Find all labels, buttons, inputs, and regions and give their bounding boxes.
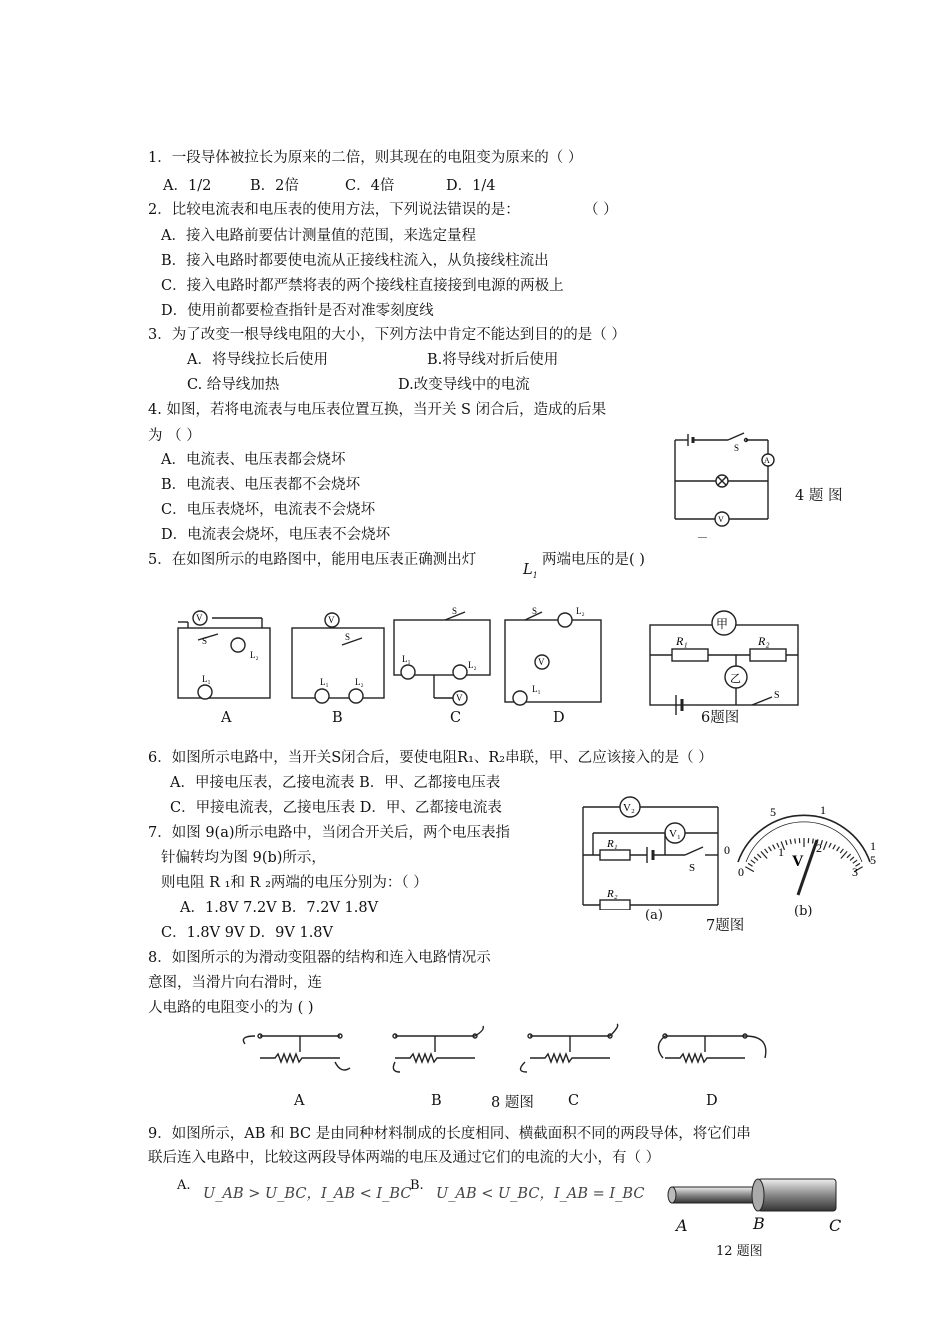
- dial-tick: [769, 847, 772, 851]
- svg-text:L₂: L₂: [355, 677, 364, 687]
- svg-text:5: 5: [870, 853, 876, 867]
- svg-text:R₂: R₂: [758, 634, 770, 648]
- q4-option-d: D．电流表会烧坏，电压表不会烧坏: [161, 527, 391, 543]
- svg-text:V₁: V₁: [669, 828, 681, 840]
- q1-option-c: C．4倍: [345, 178, 395, 194]
- svg-text:L₂: L₂: [576, 606, 585, 616]
- q9-stem-line1: 9．如图所示，AB 和 BC 是由同种材料制成的长度相同、横截面积不同的两段导体，将它们串: [148, 1126, 751, 1142]
- q3-stem: 3．为了改变一根导线电阻的大小，下列方法中肯定不能达到目的的是（ ）: [148, 327, 626, 343]
- dial-tick: [840, 849, 843, 853]
- dial-tick: [790, 839, 791, 844]
- q9-option-a-label: A.: [177, 1178, 191, 1193]
- q7-stem-line1: 7．如图 9(a)所示电路中，当闭合开关后，两个电压表指: [148, 825, 511, 841]
- q2-option-c: C．接入电路时都严禁将表的两个接线柱直接接到电源的两极上: [161, 278, 564, 294]
- dial-tick: [754, 857, 758, 860]
- q4-stem-line2: 为 （ ）: [148, 428, 201, 444]
- q5-lamp-symbol: $L_1$: [523, 562, 538, 580]
- q1-stem: 1．一段导体被拉长为原来的二倍，则其现在的电阻变为原来的（ ）: [148, 150, 583, 166]
- q5-label-d: D: [553, 710, 565, 726]
- q4-option-c: C．电压表烧坏，电流表不会烧坏: [161, 502, 376, 518]
- svg-text:3: 3: [852, 865, 858, 879]
- q5-stem: 5．在如图所示的电路图中，能用电压表正确测出灯: [148, 552, 477, 568]
- svg-text:S: S: [202, 636, 208, 646]
- dial-tick: [773, 845, 776, 849]
- svg-text:L₂: L₂: [250, 650, 259, 660]
- dial-tick: [833, 845, 836, 849]
- svg-text:R₁: R₁: [676, 634, 688, 648]
- svg-text:—: —: [698, 532, 707, 542]
- q4-stem-line1: 4. 如图，若将电流表与电压表位置互换，当开关 S 闭合后，造成的后果: [148, 402, 607, 418]
- q9-point-b: B: [753, 1214, 765, 1233]
- svg-text:S: S: [452, 606, 458, 616]
- q9-option-b-label: B.: [410, 1178, 424, 1193]
- svg-text:V: V: [456, 693, 463, 703]
- q8-stem-line3: 人电路的电阻变小的为 ( ): [148, 1000, 314, 1016]
- q6-options-line2: C．甲接电流表，乙接电压表 D．甲、乙都接电流表: [170, 800, 502, 816]
- q8-stem-line2: 意图，当滑片向右滑时，连: [148, 975, 322, 991]
- q4-figure-caption: 4 题 图: [795, 488, 843, 504]
- svg-text:1: 1: [870, 839, 876, 853]
- svg-text:S: S: [774, 690, 780, 701]
- svg-text:2: 2: [816, 841, 822, 855]
- q6-figure-caption: 6题图: [701, 710, 740, 726]
- svg-text:L₂: L₂: [468, 660, 477, 670]
- svg-text:V: V: [538, 657, 545, 667]
- q6-options-line1: A．甲接电压表，乙接电流表 B．甲、乙都接电压表: [170, 775, 501, 791]
- q8-figure-caption: 8 题图: [491, 1095, 534, 1111]
- svg-text:0: 0: [724, 843, 730, 857]
- dial-tick: [745, 867, 754, 872]
- dial-tick: [829, 843, 831, 848]
- dial-tick: [795, 839, 796, 844]
- q8-rheostat-figure: [235, 1022, 780, 1082]
- q2-option-a: A．接入电路前要估计测量值的范围，来选定量程: [161, 228, 476, 244]
- q2-option-b: B．接入电路时都要使电流从正接线柱流入，从负接线柱流出: [161, 253, 549, 269]
- q8-label-c: C: [568, 1093, 580, 1109]
- q1-option-a: A．1/2: [163, 178, 212, 194]
- q9-point-a: A: [676, 1216, 688, 1235]
- q2-stem: 2．比较电流表和电压表的使用方法，下列说法错误的是：: [148, 202, 520, 218]
- dial-tick: [786, 840, 787, 845]
- svg-text:S: S: [345, 632, 351, 642]
- svg-text:甲: 甲: [716, 617, 729, 631]
- q7-label-a: (a): [645, 908, 663, 923]
- q7-circuit-figure: [575, 795, 725, 910]
- q7-voltmeter-dial-figure: [720, 800, 885, 900]
- q5-label-b: B: [332, 710, 343, 726]
- q7-stem-line3: 则电阻 R ₁和 R ₂两端的电压分别为：（ ）: [161, 875, 428, 891]
- svg-text:R₁: R₁: [607, 838, 618, 850]
- svg-text:V₂: V₂: [623, 802, 635, 814]
- q9-option-a: U_AB > U_BC，I_AB < I_BC: [203, 1186, 412, 1202]
- dial-tick: [824, 841, 827, 849]
- dial-tick: [837, 847, 840, 851]
- q3-option-b: B.将导线对折后使用: [427, 352, 559, 368]
- q5-stem-tail: 两端电压的是( ): [542, 552, 645, 568]
- svg-text:乙: 乙: [730, 673, 741, 685]
- dial-tick: [813, 839, 814, 844]
- svg-text:1: 1: [778, 845, 784, 859]
- svg-text:V: V: [792, 853, 804, 870]
- q5-label-a: A: [221, 710, 232, 726]
- q4-option-a: A．电流表、电压表都会烧坏: [161, 452, 346, 468]
- q7-options-line2: C．1.8V 9V D．9V 1.8V: [161, 925, 334, 941]
- q3-option-c: C. 给导线加热: [187, 377, 280, 393]
- q6-circuit-figure: [640, 605, 805, 715]
- svg-text:A: A: [764, 456, 770, 465]
- dial-tick: [748, 863, 753, 866]
- q2-bracket: （ ）: [584, 202, 618, 218]
- dial-tick: [850, 857, 854, 860]
- q1-option-d: D．1/4: [446, 178, 496, 194]
- svg-text:1: 1: [820, 803, 826, 817]
- svg-text:S: S: [689, 862, 696, 874]
- svg-text:L₁: L₁: [532, 684, 541, 694]
- dial-tick: [751, 860, 755, 863]
- dial-tick: [757, 854, 761, 858]
- svg-text:0: 0: [738, 865, 744, 879]
- svg-text:V: V: [196, 613, 203, 623]
- q4-circuit-figure: [668, 430, 783, 542]
- q8-label-a: A: [294, 1093, 305, 1109]
- q4-option-b: B．电流表、电压表都不会烧坏: [161, 477, 361, 493]
- q9-point-c: C: [829, 1216, 842, 1235]
- dial-tick: [765, 849, 768, 853]
- q2-option-d: D．使用前都要检查指针是否对准零刻度线: [161, 303, 434, 319]
- q7-label-b: (b): [794, 904, 813, 919]
- svg-text:5: 5: [770, 805, 776, 819]
- q8-label-d: D: [706, 1093, 718, 1109]
- q9-conductor-figure: [666, 1176, 846, 1216]
- dial-tick: [841, 851, 847, 858]
- svg-text:L₁: L₁: [202, 674, 211, 684]
- q9-option-b: U_AB < U_BC，I_AB = I_BC: [436, 1186, 645, 1202]
- svg-text:V: V: [718, 515, 724, 524]
- q3-option-d: D.改变导线中的电流: [398, 377, 530, 393]
- svg-text:V: V: [328, 615, 335, 625]
- svg-text:L₁: L₁: [320, 677, 329, 687]
- q9-stem-line2: 联后连入电路中，比较这两段导体两端的电压及通过它们的电流的大小，有（ ）: [148, 1150, 661, 1166]
- dial-tick: [761, 851, 767, 858]
- svg-text:L₁: L₁: [402, 654, 411, 664]
- q7-figure-caption: 7题图: [706, 918, 745, 934]
- dial-tick: [853, 860, 857, 863]
- q3-option-a: A．将导线拉长后使用: [187, 352, 328, 368]
- dial-tick: [847, 854, 851, 858]
- q5-label-c: C: [450, 710, 462, 726]
- q8-stem-line1: 8．如图所示的为滑动变阻器的结构和连入电路情况示: [148, 950, 491, 966]
- q7-options-line1: A．1.8V 7.2V B．7.2V 1.8V: [180, 900, 379, 916]
- q1-option-b: B．2倍: [250, 178, 299, 194]
- q9-figure-caption: 12 题图: [716, 1244, 763, 1259]
- q7-stem-line2: 针偏转均为图 9(b)所示，: [161, 850, 326, 866]
- svg-text:R₂: R₂: [607, 888, 618, 900]
- q6-stem: 6．如图所示电路中，当开关S闭合后，要使电阻R₁、R₂串联，甲、乙应该接入的是（ ）: [148, 750, 713, 766]
- svg-text:S: S: [734, 443, 740, 453]
- q8-label-b: B: [431, 1093, 442, 1109]
- svg-text:S: S: [532, 606, 538, 616]
